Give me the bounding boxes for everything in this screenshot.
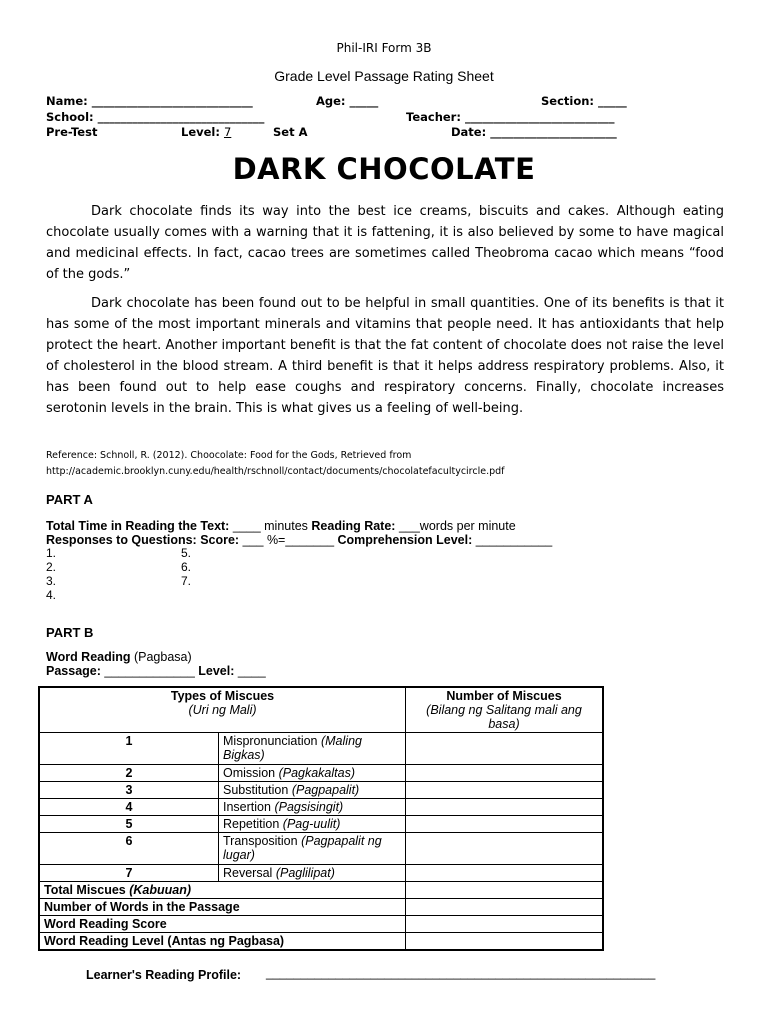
section-blank: _____ — [598, 94, 627, 108]
passage-blank[interactable]: _____________ — [104, 664, 195, 678]
table-row — [39, 865, 603, 882]
school-blank: _____________________________ — [97, 110, 265, 124]
time-unit: minutes — [264, 519, 308, 533]
miscue-count-cell[interactable] — [406, 799, 604, 816]
question-number: 4. — [46, 588, 57, 602]
miscue-type-tl: (Pagkakaltas) — [278, 766, 356, 780]
miscue-type — [219, 865, 406, 882]
total-miscues-cell[interactable] — [406, 882, 604, 899]
form-code: Phil-IRI Form 3B — [336, 41, 432, 55]
comprehension-label: Comprehension Level: — [337, 533, 473, 547]
miscue-number: 3 — [39, 782, 219, 799]
miscue-number: 2 — [39, 765, 219, 782]
miscue-type — [219, 733, 406, 765]
school-field[interactable] — [46, 110, 264, 124]
rate-blank[interactable]: ___ — [398, 519, 420, 533]
percent-blank[interactable]: %=_______ — [266, 533, 335, 547]
miscue-count-cell[interactable] — [406, 782, 604, 799]
teacher-label: Teacher: — [406, 110, 461, 124]
profile-blank[interactable]: ________________________________________________________ — [266, 966, 656, 980]
table-row — [39, 799, 603, 816]
reference-line-1: Reference: Schnoll, R. (2012). Choocolate: Food for the Gods, Retrieved from — [46, 450, 412, 461]
miscue-type-tl: (Maling Bigkas) — [223, 734, 362, 762]
miscue-type-tl: (Pagsisingit) — [274, 800, 344, 814]
miscue-number: 7 — [39, 865, 219, 882]
miscue-type — [219, 799, 406, 816]
date-label: Date: — [451, 125, 487, 139]
level-label: Level: — [181, 125, 220, 139]
level-value: 7 — [223, 125, 232, 139]
set-label: Set A — [273, 125, 308, 139]
total-miscues-tl: (Kabuuan) — [129, 883, 192, 897]
words-count-cell[interactable] — [406, 899, 604, 916]
question-number: 2. — [46, 560, 57, 574]
miscue-number: 4 — [39, 799, 219, 816]
passage-level-line — [46, 664, 266, 678]
miscue-type-label: Omission — [223, 766, 276, 780]
time-label: Total Time in Reading the Text: — [46, 519, 230, 533]
rate-unit: words per minute — [419, 519, 516, 533]
miscue-type-tl: (Pagpapalit ng lugar) — [223, 834, 382, 862]
word-reading-score-cell[interactable] — [406, 916, 604, 933]
miscue-type — [219, 765, 406, 782]
name-label: Name: — [46, 94, 88, 108]
reference-link[interactable]: http://academic.brooklyn.cuny.edu/health/rschnoll/contact/documents/chocolatefacultycircle.pdf — [46, 466, 505, 477]
miscue-type-label: Reversal — [223, 866, 273, 880]
table-row — [39, 899, 603, 916]
table-row — [39, 782, 603, 799]
question-number: 7. — [181, 574, 192, 588]
passage-title: DARK CHOCOLATE — [232, 152, 536, 186]
miscue-count-cell[interactable] — [406, 816, 604, 833]
word-reading-label: Word Reading — [46, 650, 131, 664]
table-header-row — [39, 687, 603, 733]
date-field[interactable] — [451, 125, 617, 139]
miscue-count-cell[interactable] — [406, 733, 604, 765]
comprehension-blank[interactable]: ___________ — [475, 533, 553, 547]
question-number: 1. — [46, 546, 57, 560]
question-number: 5. — [181, 546, 192, 560]
table-row — [39, 882, 603, 899]
miscue-type-tl: (Pag-uulit) — [282, 817, 341, 831]
word-reading-level-cell[interactable] — [406, 933, 604, 951]
word-reading-line — [46, 650, 192, 664]
miscue-type-label: Substitution — [223, 783, 289, 797]
total-miscues-text: Total Miscues — [44, 883, 126, 897]
age-blank: _____ — [349, 94, 379, 108]
types-header-label: Types of Miscues — [170, 689, 275, 703]
table-row — [39, 733, 603, 765]
date-blank: ______________________ — [490, 125, 617, 139]
section-label: Section: — [541, 94, 595, 108]
age-label: Age: — [316, 94, 346, 108]
score-blank[interactable]: ___ — [242, 533, 264, 547]
profile-label: Learner's Reading Profile: — [86, 968, 242, 982]
pretest-label: Pre-Test — [46, 125, 98, 139]
table-row — [39, 833, 603, 865]
form-title: Grade Level Passage Rating Sheet — [274, 68, 494, 84]
age-field[interactable] — [316, 94, 378, 108]
table-row — [39, 765, 603, 782]
miscue-type — [219, 833, 406, 865]
level-field — [181, 125, 231, 139]
miscue-number: 6 — [39, 833, 219, 865]
part-b-level-label: Level: — [198, 664, 235, 678]
part-b-heading: PART B — [46, 625, 94, 640]
miscue-number: 5 — [39, 816, 219, 833]
table-row — [39, 816, 603, 833]
count-header-label: Number of Miscues — [446, 689, 562, 703]
table-row — [39, 916, 603, 933]
miscue-type-label: Repetition — [223, 817, 280, 831]
miscue-type-label: Mispronunciation — [223, 734, 318, 748]
miscue-type — [219, 816, 406, 833]
miscue-type-label: Transposition — [223, 834, 298, 848]
miscue-number: 1 — [39, 733, 219, 765]
miscue-count-cell[interactable] — [406, 833, 604, 865]
word-reading-tl: (Pagbasa) — [133, 650, 192, 664]
passage-paragraph-1: Dark chocolate finds its way into the best ice creams, biscuits and cakes. Although eating chocolate usually comes with a warning that it is fattening, it is also believed by some to have magical and medicinal effects. In fact, cacao trees are sometimes called Theobroma cacao which means “food of the gods.” — [46, 204, 724, 282]
name-field[interactable] — [46, 94, 253, 108]
miscue-table — [38, 686, 604, 951]
miscue-count-cell[interactable] — [406, 865, 604, 882]
types-header-tl: (Uri ng Mali) — [188, 703, 257, 717]
reading-time-line — [46, 519, 516, 533]
school-label: School: — [46, 110, 94, 124]
responses-line — [46, 533, 552, 547]
name-blank: ____________________________ — [91, 94, 253, 108]
teacher-blank: __________________________ — [464, 110, 615, 124]
words-count-label: Number of Words in the Passage — [39, 899, 406, 916]
passage-paragraph-2: Dark chocolate has been found out to be helpful in small quantities. One of its benefits is that it has some of the most important minerals and vitamins that people need. It has antioxidants that help protect the heart. Another important benefit is that the fat content of chocolate does not raise the level of cholesterol in the blood stream. A third benefit is that it helps address respiratory problems. Also, it has been found out to help ease coughs and respiratory concerns. Finally, chocolate increases serotonin levels in the brain. This is what gives us a feeling of well-being. — [46, 296, 724, 416]
miscue-count-cell[interactable] — [406, 765, 604, 782]
miscue-type — [219, 782, 406, 799]
time-blank[interactable]: ____ — [232, 519, 261, 533]
rate-label: Reading Rate: — [311, 519, 396, 533]
teacher-field[interactable] — [406, 110, 614, 124]
types-header — [39, 687, 406, 733]
table-row — [39, 933, 603, 951]
count-header — [406, 687, 604, 733]
total-miscues-label — [39, 882, 406, 899]
question-number: 3. — [46, 574, 57, 588]
miscue-type-tl: (Pagpapalit) — [291, 783, 360, 797]
count-header-tl: (Bilang ng Salitang mali ang basa) — [426, 703, 582, 731]
section-field[interactable] — [541, 94, 627, 108]
part-b-level-blank[interactable]: ____ — [237, 664, 266, 678]
passage-label: Passage: — [46, 664, 101, 678]
word-reading-score-label: Word Reading Score — [39, 916, 406, 933]
miscue-type-label: Insertion — [223, 800, 271, 814]
miscue-type-tl: (Paglilipat) — [275, 866, 335, 880]
word-reading-level-label: Word Reading Level (Antas ng Pagbasa) — [39, 933, 406, 951]
question-number: 6. — [181, 560, 192, 574]
part-a-heading: PART A — [46, 492, 93, 507]
responses-label: Responses to Questions: Score: — [46, 533, 240, 547]
